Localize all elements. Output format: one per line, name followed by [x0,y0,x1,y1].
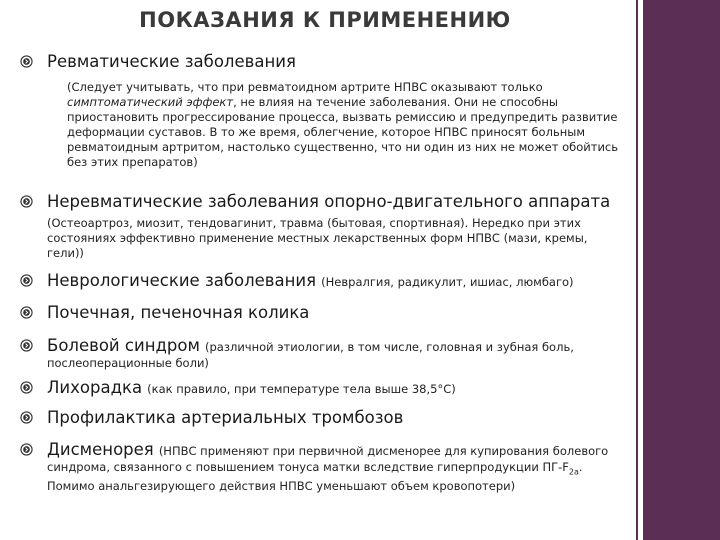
item-heading: Профилактика артериальных тромбозов [47,408,404,427]
item-description: (Следует учитывать, что при ревматоидном артрите НПВС оказывают только симптоматический эффект, не влияя на течение заболевания. Они не способны приостановить прогрессирование процесса, вызвать ремиссию и предупредить развитие деформации суставов. В то же время, облегчение, которое НПВС приносят больным ревматоидным артритом, настолько существенно, что ни один из них не может обойтись без этих препаратов) [67,80,619,169]
item-heading: Дисменорея [47,440,154,459]
item-heading-line [47,336,574,355]
subscript: 2a [568,467,579,477]
item-heading-line [47,440,608,459]
item-description: послеоперационные боли) [47,356,209,370]
circle-arrow-icon [20,55,33,68]
circle-arrow-icon [20,411,33,424]
item-heading: Почечная, печеночная колика [47,303,310,322]
circle-arrow-icon [20,339,33,352]
item-inline-note: (НПВС применяют при первичной дисменорее для купирования болевого [158,444,609,458]
circle-arrow-icon [20,381,33,394]
item-heading: Ревматические заболевания [47,52,296,71]
slide-title: ПОКАЗАНИЯ К ПРИМЕНЕНИЮ [139,8,511,32]
item-description: (Остеоартроз, миозит, тендовагинит, травма (бытовая, спортивная). Нередко при этих состояниях эффективно применение местных лекарственных форм НПВС (мази, кремы, гели)) [47,216,588,260]
item-description: синдрома, связанного с повышением тонуса матки вследствие гиперпродукции $ПГ-F_{2a}$. Помимо анальгезирующего действия НПВС уменьшают объем кровопотери) [47,460,583,494]
emphasis-text: симптоматический эффект [67,95,234,109]
item-heading-line [47,378,456,397]
item-inline-note: (Невралгия, радикулит, ишиас, люмбаго) [321,275,574,289]
circle-arrow-icon [20,195,33,208]
circle-arrow-icon [20,443,33,456]
item-heading: Неревматические заболевания опорно-двигательного аппарата [47,192,611,211]
item-heading: Неврологические заболевания [47,271,317,290]
circle-arrow-icon [20,306,33,319]
decorative-sidebar [643,0,720,540]
item-heading: Лихорадка [47,378,143,397]
circle-arrow-icon [20,274,33,287]
item-inline-note: (как правило, при температуре тела выше 38,5°С) [147,382,456,396]
item-heading-line [47,271,574,290]
item-inline-note: (различной этиологии, в том числе, головная и зубная боль, [205,340,574,354]
item-heading: Болевой синдром [47,336,200,355]
